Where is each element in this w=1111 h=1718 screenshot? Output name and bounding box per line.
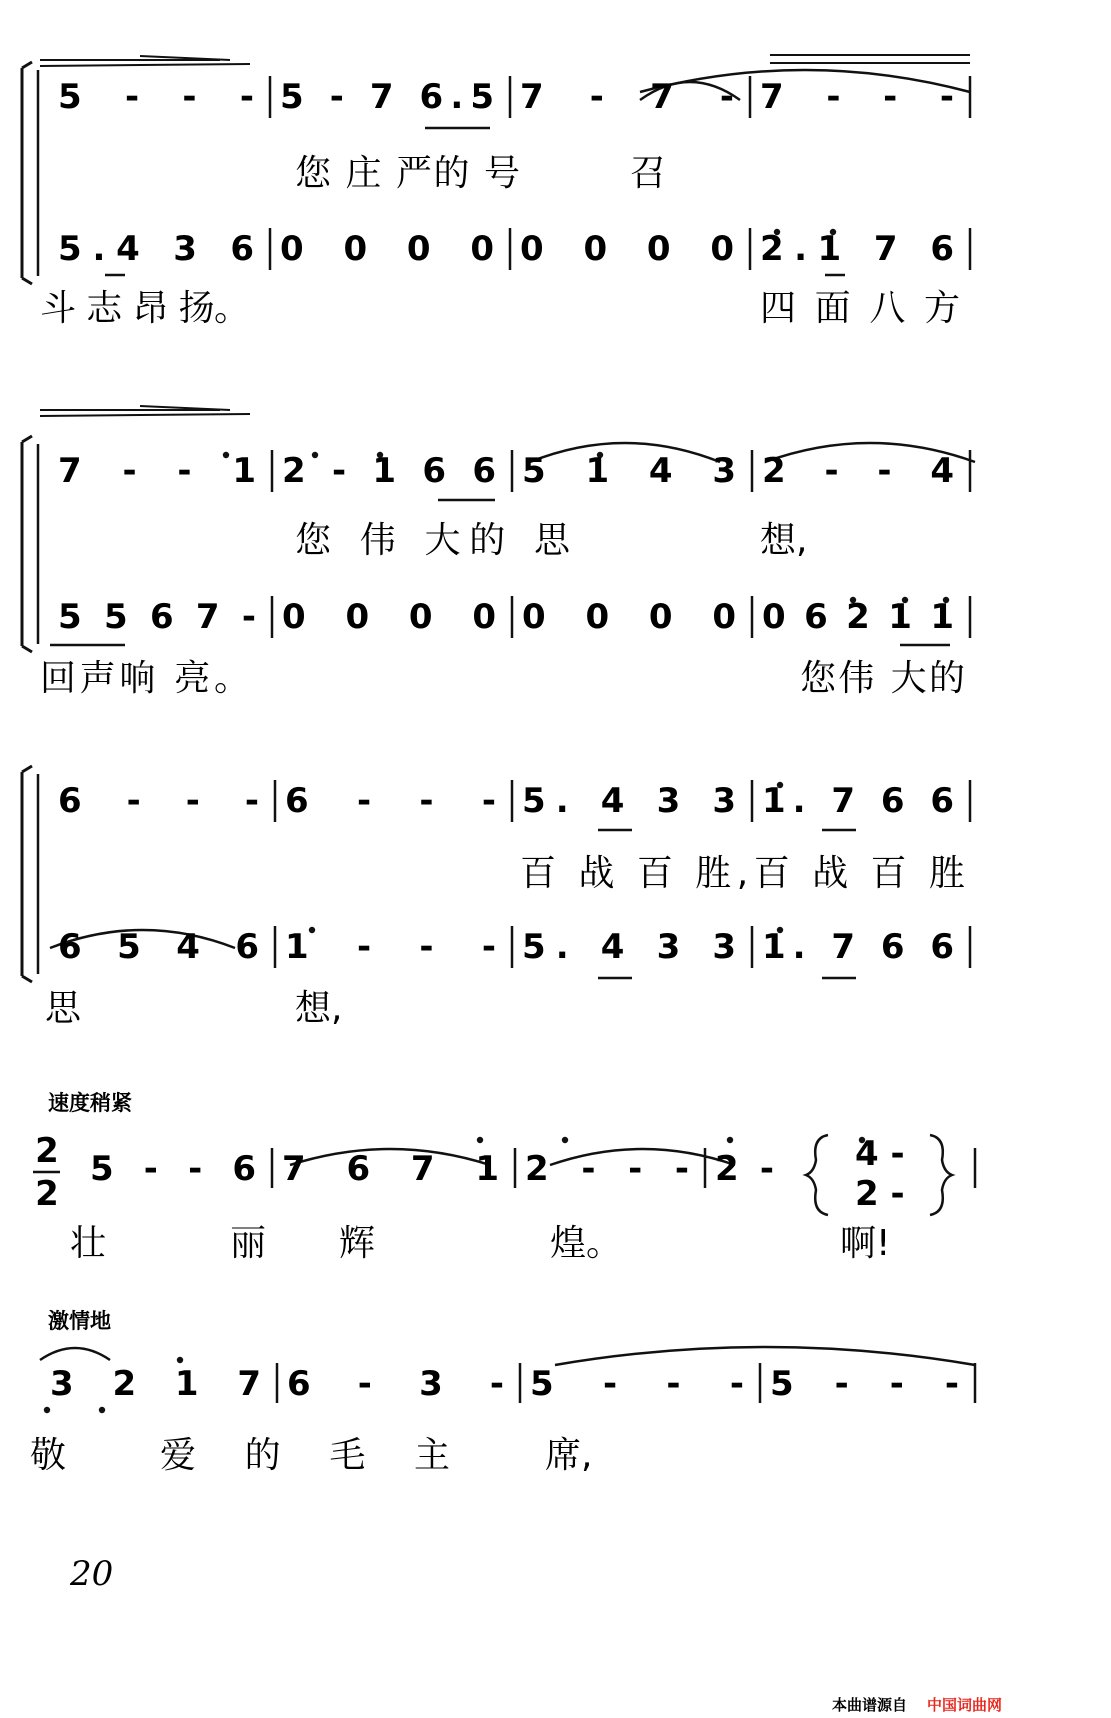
hairpin-line [40, 414, 250, 416]
measure-notes: 5 - - - [770, 1364, 959, 1404]
lyric-line: 丽 辉 [230, 1223, 375, 1264]
slur [550, 1149, 735, 1165]
octave-dot [562, 1137, 568, 1143]
lyric-line: 回声响 亮。 [40, 658, 250, 699]
measure-notes: 5 5 6 7 - [58, 597, 256, 637]
measure-notes: 5. 4 3 3 [522, 927, 736, 967]
measure-notes: 2 - 1 6 6 [282, 451, 496, 491]
lyric-line: 啊! [840, 1223, 891, 1264]
measure-notes: 5. 4 3 3 [522, 781, 736, 821]
measure-notes: 2 - - 4 [762, 451, 954, 491]
measure-notes: 0 6 2 1 1 [762, 597, 954, 637]
lyric-line: 斗 志 昂 扬。 [40, 288, 250, 329]
measure-notes: 2 - - - [525, 1149, 689, 1189]
measure-notes: 7 - 7 - [520, 77, 734, 117]
lyric-line: 壮 [70, 1223, 107, 1264]
octave-dot [44, 1407, 50, 1413]
system-bracket-cap [22, 766, 32, 772]
measure-notes: 2 - [715, 1149, 774, 1189]
lyric-line: 思 [45, 988, 82, 1029]
expression-direction: 激情地 [48, 1309, 111, 1333]
measure-notes: 3 2 1 7 [50, 1364, 261, 1404]
lyric-line: 百 战 百 胜,百 战 百 胜 [520, 853, 965, 894]
tempo-direction: 速度稍紧 [48, 1091, 132, 1115]
lyric-line: 您 庄 严的 号 [295, 153, 520, 194]
measure-notes: 5 1 4 3 [522, 451, 736, 491]
octave-dot [99, 1407, 105, 1413]
measure-notes: 6 5 4 6 [58, 927, 259, 967]
lyric-line: 您伟 大的 [800, 658, 965, 699]
slur [555, 1347, 975, 1365]
measure-notes: 0 0 0 0 [280, 229, 494, 269]
page-number: 20 [70, 1554, 114, 1594]
site-name: 中国词曲网 [927, 1696, 1003, 1714]
measure-notes: 1 - - - [285, 927, 496, 967]
system-bracket-cap [22, 62, 32, 68]
time-signature-bottom: 2 [35, 1174, 59, 1214]
measure-notes: 1. 7 6 6 [762, 927, 954, 967]
lyric-line: 想, [760, 520, 808, 561]
lyric-line: 四 面 八 方 [760, 288, 960, 329]
measure-notes: 5.4 3 6 [58, 229, 254, 269]
measure-notes: 7 6 7 1 [282, 1149, 499, 1189]
time-signature-top: 2 [35, 1131, 59, 1171]
measure-notes: 6 - 3 - [287, 1364, 504, 1404]
system-bracket-cap [22, 646, 32, 652]
brace-notes-upper: 4 - [855, 1134, 905, 1174]
measure-notes: 7 - - - [760, 77, 954, 117]
measure-notes: 5 - - - [58, 77, 254, 117]
lyric-line: 召 [630, 153, 667, 194]
measure-notes: 0 0 0 0 [522, 597, 736, 637]
lyric-line: 敬 [30, 1435, 67, 1476]
measure-notes: 0 0 0 0 [282, 597, 496, 637]
measure-notes: 6 - - - [285, 781, 496, 821]
score-texts [30, 77, 1002, 1714]
measure-notes: 0 0 0 0 [520, 229, 734, 269]
octave-dot [727, 1137, 733, 1143]
octave-dot [309, 927, 315, 933]
right-brace [930, 1135, 952, 1215]
system-bracket-cap [22, 278, 32, 284]
measure-notes: 1. 7 6 6 [762, 781, 954, 821]
hairpin-line [40, 64, 250, 66]
slur [40, 1348, 110, 1360]
lyric-line: 想, [295, 988, 343, 1029]
brace-notes-lower: 2 - [855, 1174, 905, 1214]
measure-notes: 5 - 7 6.5 [280, 77, 494, 117]
system-bracket-cap [22, 436, 32, 442]
lyric-line: 爱 的 毛 主 [160, 1435, 450, 1476]
lyric-line: 您 伟 大的 思 [295, 520, 570, 561]
octave-dot [177, 1357, 183, 1363]
lyric-line: 席, [545, 1435, 593, 1476]
measure-notes: 6 - - - [58, 781, 259, 821]
octave-dot [223, 452, 229, 458]
source-label: 本曲谱源自 [832, 1696, 908, 1714]
measure-notes: 5 - - 6 [90, 1149, 256, 1189]
measure-notes: 2.1 7 6 [760, 229, 954, 269]
system-bracket-cap [22, 976, 32, 982]
lyric-line: 煌。 [550, 1223, 623, 1264]
measure-notes: 5 - - - [530, 1364, 744, 1404]
left-brace [806, 1135, 828, 1215]
octave-dot [477, 1137, 483, 1143]
measure-notes: 7 - - 1 [58, 451, 256, 491]
